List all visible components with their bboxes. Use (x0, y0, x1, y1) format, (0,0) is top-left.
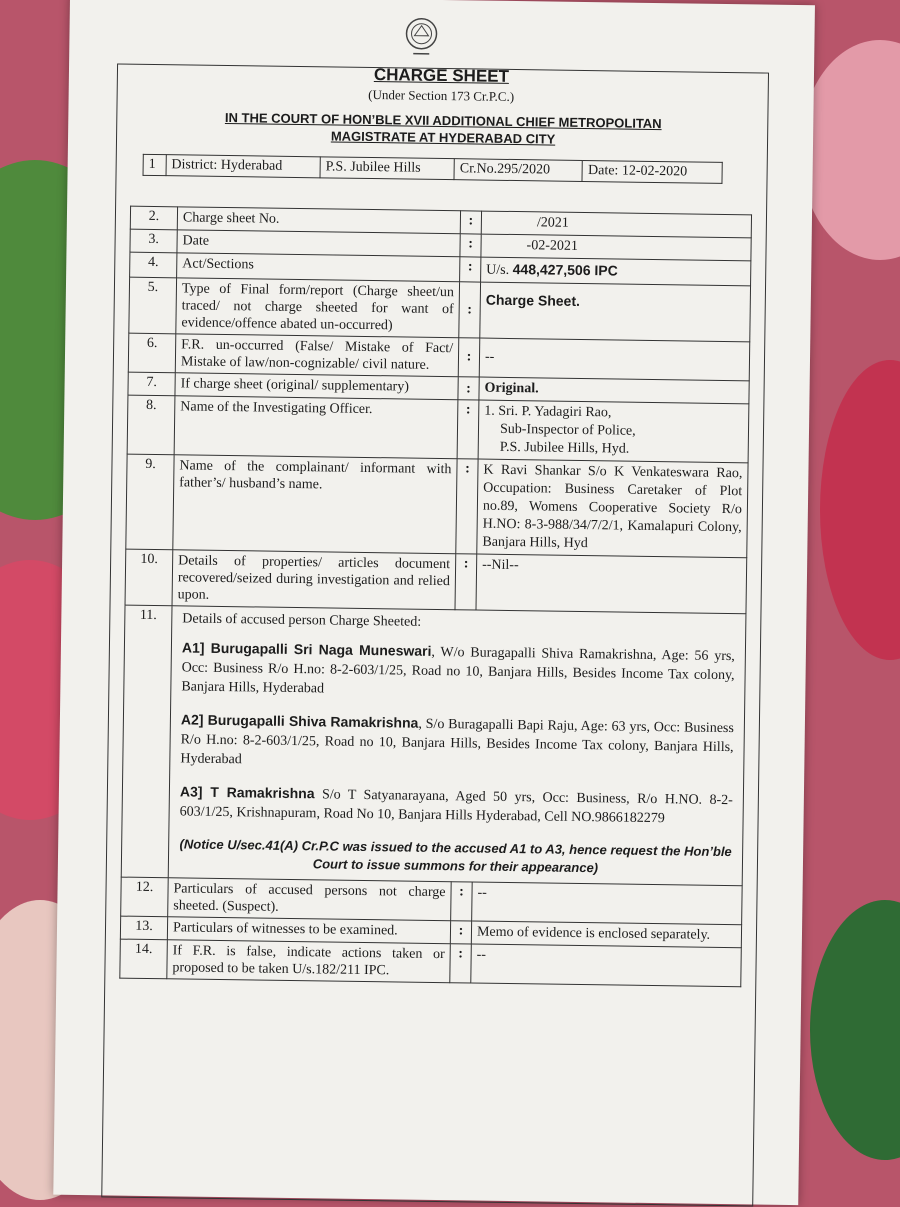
page-title: CHARGE SHEET (69, 61, 814, 91)
row-label: Charge sheet No. (177, 207, 460, 234)
accused-name: A2] Burugapalli Shiva Ramakrishna (181, 711, 419, 730)
row-number: 2. (130, 206, 177, 230)
row-label: If F.R. is false, indicate actions taken or proposed to be taken U/s.182/211 IPC. (167, 940, 451, 983)
row-colon: : (450, 921, 471, 944)
row-label: Date (177, 230, 460, 257)
backdrop-rose (820, 360, 900, 660)
row-colon: : (455, 554, 477, 610)
row-number: 8. (127, 395, 175, 455)
charge-sheet-page (53, 0, 815, 1205)
row-colon: : (460, 211, 481, 234)
row-colon: : (458, 377, 479, 400)
row-number: 4. (130, 252, 177, 278)
row-colon: : (460, 234, 481, 257)
accused-name: A1] Burugapalli Sri Naga Muneswari (182, 639, 432, 658)
row-value (481, 257, 751, 286)
row-value: --Nil-- (476, 554, 747, 614)
backdrop-rose (800, 40, 900, 260)
row-number: 9. (126, 454, 174, 550)
officer-line: 1. Sri. P. Yadagiri Rao, (484, 403, 743, 425)
row-number: 14. (120, 939, 168, 979)
row-label: Particulars of accused persons not charge sheeted. (Suspect). (168, 878, 452, 921)
row-value (480, 282, 751, 342)
row-label: F.R. un-occurred (False/ Mistake of Fact/ Mistake of law/non-cognizable/ civil nature. (175, 334, 459, 377)
row-label: Name of the Investigating Officer. (174, 396, 458, 459)
accused-a3 (180, 782, 733, 829)
accused-name: A3] T Ramakrishna (180, 783, 315, 801)
police-station-cell: P.S. Jubilee Hills (320, 157, 454, 180)
sections-value: 448,427,506 IPC (513, 261, 618, 278)
row-colon: : (451, 882, 473, 921)
backdrop-green-leaf (810, 900, 900, 1160)
row-label: Act/Sections (177, 253, 460, 282)
row-colon: : (450, 944, 472, 983)
charge-sheet-number: /2021 (487, 215, 569, 231)
crime-number-cell: Cr.No.295/2020 (454, 159, 582, 182)
court-line-1: IN THE COURT OF HON’BLE XVII ADDITIONAL CHIEF METROPOLITAN (128, 108, 758, 134)
row-number: 12. (121, 877, 169, 917)
row-value: Memo of evidence is enclosed separately. (471, 921, 741, 948)
district-cell: District: Hyderabad (166, 155, 321, 178)
accused-a2 (180, 710, 734, 776)
row-colon: : (458, 338, 480, 377)
state-emblem-icon (399, 13, 444, 58)
table-row (126, 454, 748, 558)
row-value: -- (479, 338, 750, 381)
row-colon: : (460, 257, 481, 282)
row-number: 7. (128, 372, 175, 396)
charge-sheet-kind: Original. (484, 381, 538, 397)
row-colon: : (459, 282, 481, 338)
table-row (121, 605, 746, 886)
row-value (478, 400, 749, 463)
accused-details (168, 606, 746, 886)
officer-line: P.S. Jubilee Hills, Hyd. (484, 439, 743, 461)
row-label: Name of the complainant/ informant with father’s/ husband’s name. (173, 455, 457, 554)
row-number: 10. (125, 549, 173, 606)
table-row (129, 277, 751, 342)
sections-prefix: U/s. (486, 263, 509, 278)
row-colon: : (457, 400, 479, 459)
accused-heading: Details of accused person Charge Sheeted: (182, 609, 735, 636)
complainant-details: K Ravi Shankar S/o K Venkateswara Rao, Occupation: Business Caretaker of Plot no.89, Womens Cooperative Society R/o H.NO: 8-3-988/34/7/2/1, Kamalapuri Colony, Banjara Hills, Hyd (477, 459, 748, 558)
accused-info: S/o T Satyanarayana, Aged 50 yrs, Occ: Business, R/o H.NO. 8-2-603/1/25, Krishnapuram, Road No 10, Banjara Hills Hyderabad, Cell NO.9866182279 (180, 787, 733, 826)
table-row (120, 939, 741, 987)
row-label: Particulars of witnesses to be examined. (167, 917, 450, 944)
accused-info: , W/o Buragapalli Shiva Ramakrishna, Age: 56 yrs, Occ: Business R/o H.no: 8-2-603/1/25, Road no 10, Banjara Hills, Besides Income Tax colony, Banjara Hills, Hyderabad (181, 645, 735, 697)
court-line-2: MAGISTRATE AT HYDERABAD CITY (128, 125, 758, 151)
final-form-type: Charge Sheet. (486, 292, 580, 309)
date-cell: Date: 12-02-2020 (582, 160, 722, 183)
row-number: 13. (120, 916, 167, 940)
row-label: Type of Final form/report (Charge sheet/un traced/ not charge sheeted for want of evidence/offence abated un-occurred) (176, 278, 460, 338)
charge-sheet-date: -02-2021 (486, 238, 578, 254)
row-number: 11. (121, 605, 172, 878)
row-colon: : (456, 459, 478, 554)
table-row (125, 549, 747, 614)
accused-a1 (181, 638, 735, 704)
row-value: -- (471, 944, 742, 987)
row-number: 1 (143, 154, 166, 175)
officer-line: Sub-Inspector of Police, (484, 421, 743, 443)
row-label: If charge sheet (original/ supplementary) (175, 373, 458, 400)
row-number: 5. (129, 277, 177, 334)
row-value: -- (472, 882, 743, 925)
row-label: Details of properties/ articles document recovered/seized during investigation and relied upon. (172, 550, 456, 610)
row-number: 3. (130, 229, 177, 253)
accused-info: , S/o Buragapalli Bapi Raju, Age: 63 yrs, Occ: Business R/o H.no: 8-2-603/1/25, Road no 10, Banjara Hills, Besides Income Tax colony, Banjara Hills, Hyderabad (180, 717, 734, 768)
page-subtitle: (Under Section 173 Cr.P.C.) (69, 83, 814, 109)
row-number: 6. (128, 333, 176, 373)
summons-notice: (Notice U/sec.41(A) Cr.P.C was issued to the accused A1 to A3, hence request the Hon’ble Court to issue summons for their appearance) (179, 835, 732, 879)
table-row (127, 395, 749, 463)
charge-sheet-table (119, 206, 752, 988)
